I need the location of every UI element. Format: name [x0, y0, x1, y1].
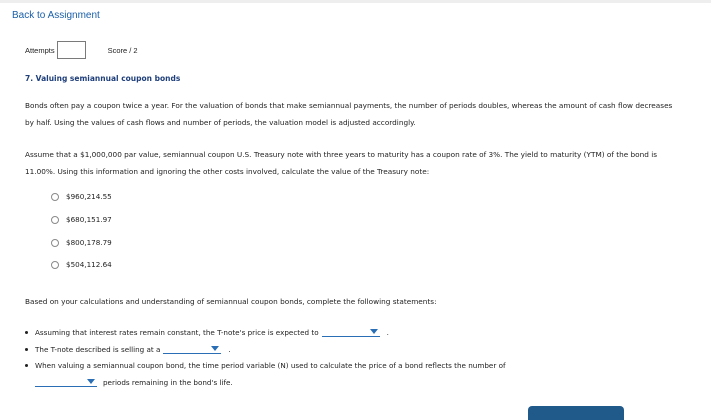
statement-text: The T-note described is selling at a [35, 344, 161, 354]
periods-dropdown[interactable] [35, 377, 97, 387]
score-label: Score / 2 [107, 45, 138, 55]
attempts-value-box [57, 41, 86, 59]
answer-option[interactable] [51, 238, 112, 247]
bullet-icon [25, 364, 28, 367]
radio-button[interactable] [51, 216, 59, 224]
statement-text: Assuming that interest rates remain constant, the T-note's price is expected to [35, 327, 319, 337]
option-label: $680,151.97 [66, 215, 112, 224]
chevron-down-icon [370, 329, 378, 334]
submit-button[interactable] [528, 406, 624, 420]
scenario-paragraph: Assume that a $1,000,000 par value, semiannual coupon U.S. Treasury note with three years to maturity has a coupon rate of 3%. The yield to maturity (YTM) of the bond is 11.00%. Using this information and ignoring the other costs involved, calculate the value of the Treasury note: [25, 150, 658, 176]
radio-button[interactable] [51, 261, 59, 269]
attempts-label: Attempts [25, 45, 55, 55]
answer-option[interactable] [51, 260, 112, 269]
statement-item [25, 327, 389, 337]
statement-end: . [386, 327, 389, 337]
option-label: $960,214.55 [66, 192, 112, 201]
question-title: 7. Valuing semiannual coupon bonds [25, 74, 181, 83]
chevron-down-icon [87, 379, 95, 384]
statement-end: periods remaining in the bond's life. [103, 377, 233, 387]
selling-at-dropdown[interactable] [163, 344, 221, 354]
radio-button[interactable] [51, 193, 59, 201]
back-to-assignment-link[interactable]: Back to Assignment [12, 10, 100, 21]
statement-item [25, 344, 231, 354]
attempts-score-row [25, 40, 138, 60]
statements-intro: Based on your calculations and understanding of semiannual coupon bonds, complete the following statements: [25, 297, 437, 306]
intro-paragraph: Bonds often pay a coupon twice a year. For the valuation of bonds that make semiannual payments, the number of periods doubles, whereas the amount of cash flow decreases by half. Using the values of cash flows and number of periods, the valuation model is adjusted accordingly. [25, 101, 673, 127]
chevron-down-icon [211, 346, 219, 351]
bullet-icon [25, 331, 28, 334]
radio-button[interactable] [51, 239, 59, 247]
answer-option[interactable] [51, 192, 112, 201]
bullet-icon [25, 348, 28, 351]
option-label: $800,178.79 [66, 238, 112, 247]
answer-option[interactable] [51, 215, 112, 224]
statement-end: . [228, 344, 231, 354]
statement-continuation [35, 377, 233, 387]
price-direction-dropdown[interactable] [322, 327, 380, 337]
statement-item [25, 361, 506, 370]
option-label: $504,112.64 [66, 260, 112, 269]
statement-text: When valuing a semiannual coupon bond, the time period variable (N) used to calculate the price of a bond reflects the number of [35, 361, 506, 370]
top-divider [0, 0, 711, 3]
